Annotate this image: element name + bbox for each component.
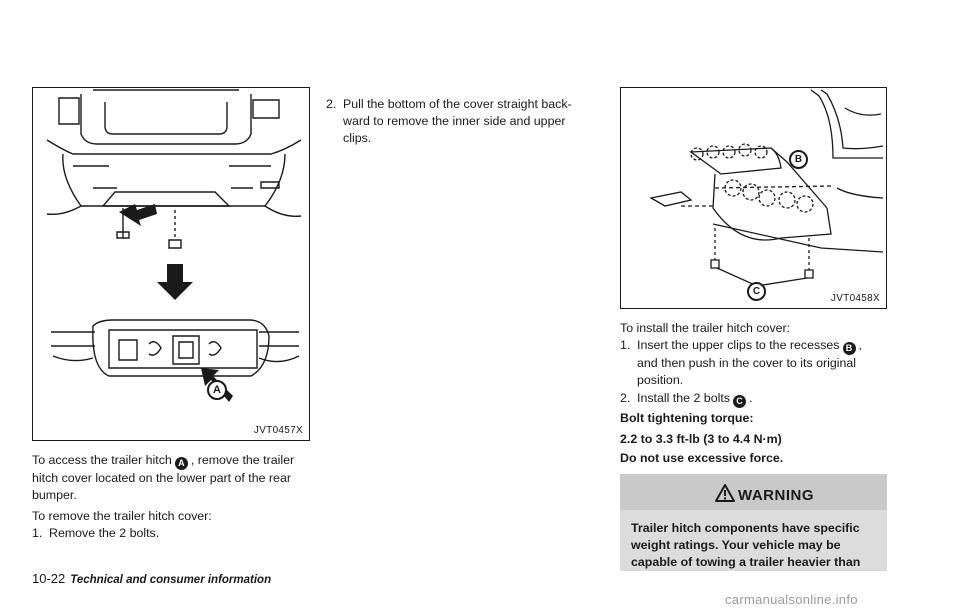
warning-text: [631, 520, 881, 571]
install-step-2: [620, 390, 890, 407]
step-number: 2.: [326, 97, 337, 111]
intro-text-after: , remove the trailer: [190, 453, 295, 467]
warning-triangle-icon: [715, 484, 735, 502]
step-text: Remove the 2 bolts.: [49, 526, 160, 540]
step-text-line1: Pull the bottom of the cover straight back-: [343, 97, 572, 111]
marker-c: C: [733, 395, 746, 408]
warning-line2: weight ratings. Your vehicle may be: [631, 538, 841, 552]
marker-b: B: [843, 342, 856, 355]
step-number: 1.: [32, 526, 43, 540]
figure-trailer-hitch-cover-install: [620, 87, 887, 309]
watermark: carmanualsonline.info: [725, 592, 858, 607]
figure-code: JVT0458X: [830, 293, 880, 304]
callout-c: C: [747, 282, 766, 301]
remove-heading: To remove the trailer hitch cover:: [32, 509, 212, 523]
remove-step-2: [326, 96, 606, 148]
step-text: [637, 337, 890, 389]
intro-paragraph: [32, 452, 312, 504]
warning-header: [620, 474, 887, 510]
callout-a: A: [207, 380, 227, 400]
torque-label: Bolt tightening torque:: [620, 411, 754, 425]
step-text-line3: clips.: [343, 131, 372, 145]
section-title: Technical and consumer information: [70, 574, 272, 586]
intro-text-before: To access the trailer hitch: [32, 453, 172, 467]
warning-box: [620, 474, 887, 571]
caution-text: Do not use excessive force.: [620, 451, 784, 465]
figure-code: JVT0457X: [253, 425, 303, 436]
step-text-line3: position.: [637, 373, 684, 387]
clip-illustration: [621, 88, 887, 309]
warning-title: WARNING: [738, 487, 814, 504]
figure-trailer-hitch-cover-removal: [32, 87, 310, 441]
step-text-line1-end: ,: [858, 338, 862, 352]
intro-text-line3: bumper.: [32, 488, 77, 502]
step-text-line2: ward to remove the inner side and upper: [343, 114, 566, 128]
warning-line3: capable of towing a trailer heavier than: [631, 555, 861, 569]
step-number: 2.: [620, 391, 631, 405]
callout-b: B: [789, 150, 808, 169]
remove-step-1: [32, 525, 312, 542]
step-text-line1: Insert the upper clips to the recesses: [637, 338, 840, 352]
marker-a: A: [175, 457, 188, 470]
step-text-after: .: [748, 391, 753, 405]
step-text-before: Install the 2 bolts: [637, 391, 730, 405]
page-footer: [32, 571, 271, 586]
bumper-illustration: [33, 88, 310, 441]
page-number: 10-22: [32, 571, 66, 586]
step-text: [343, 96, 572, 147]
step-text: [637, 390, 752, 408]
step-number: 1.: [620, 338, 631, 352]
install-heading: To install the trailer hitch cover:: [620, 321, 791, 335]
install-step-1: [620, 337, 890, 389]
intro-text-line2: hitch cover located on the lower part of the rear: [32, 471, 291, 485]
warning-line1: Trailer hitch components have specific: [631, 521, 860, 535]
torque-value: 2.2 to 3.3 ft-lb (3 to 4.4 N·m): [620, 432, 782, 446]
step-text-line2: and then push in the cover to its original: [637, 356, 857, 370]
